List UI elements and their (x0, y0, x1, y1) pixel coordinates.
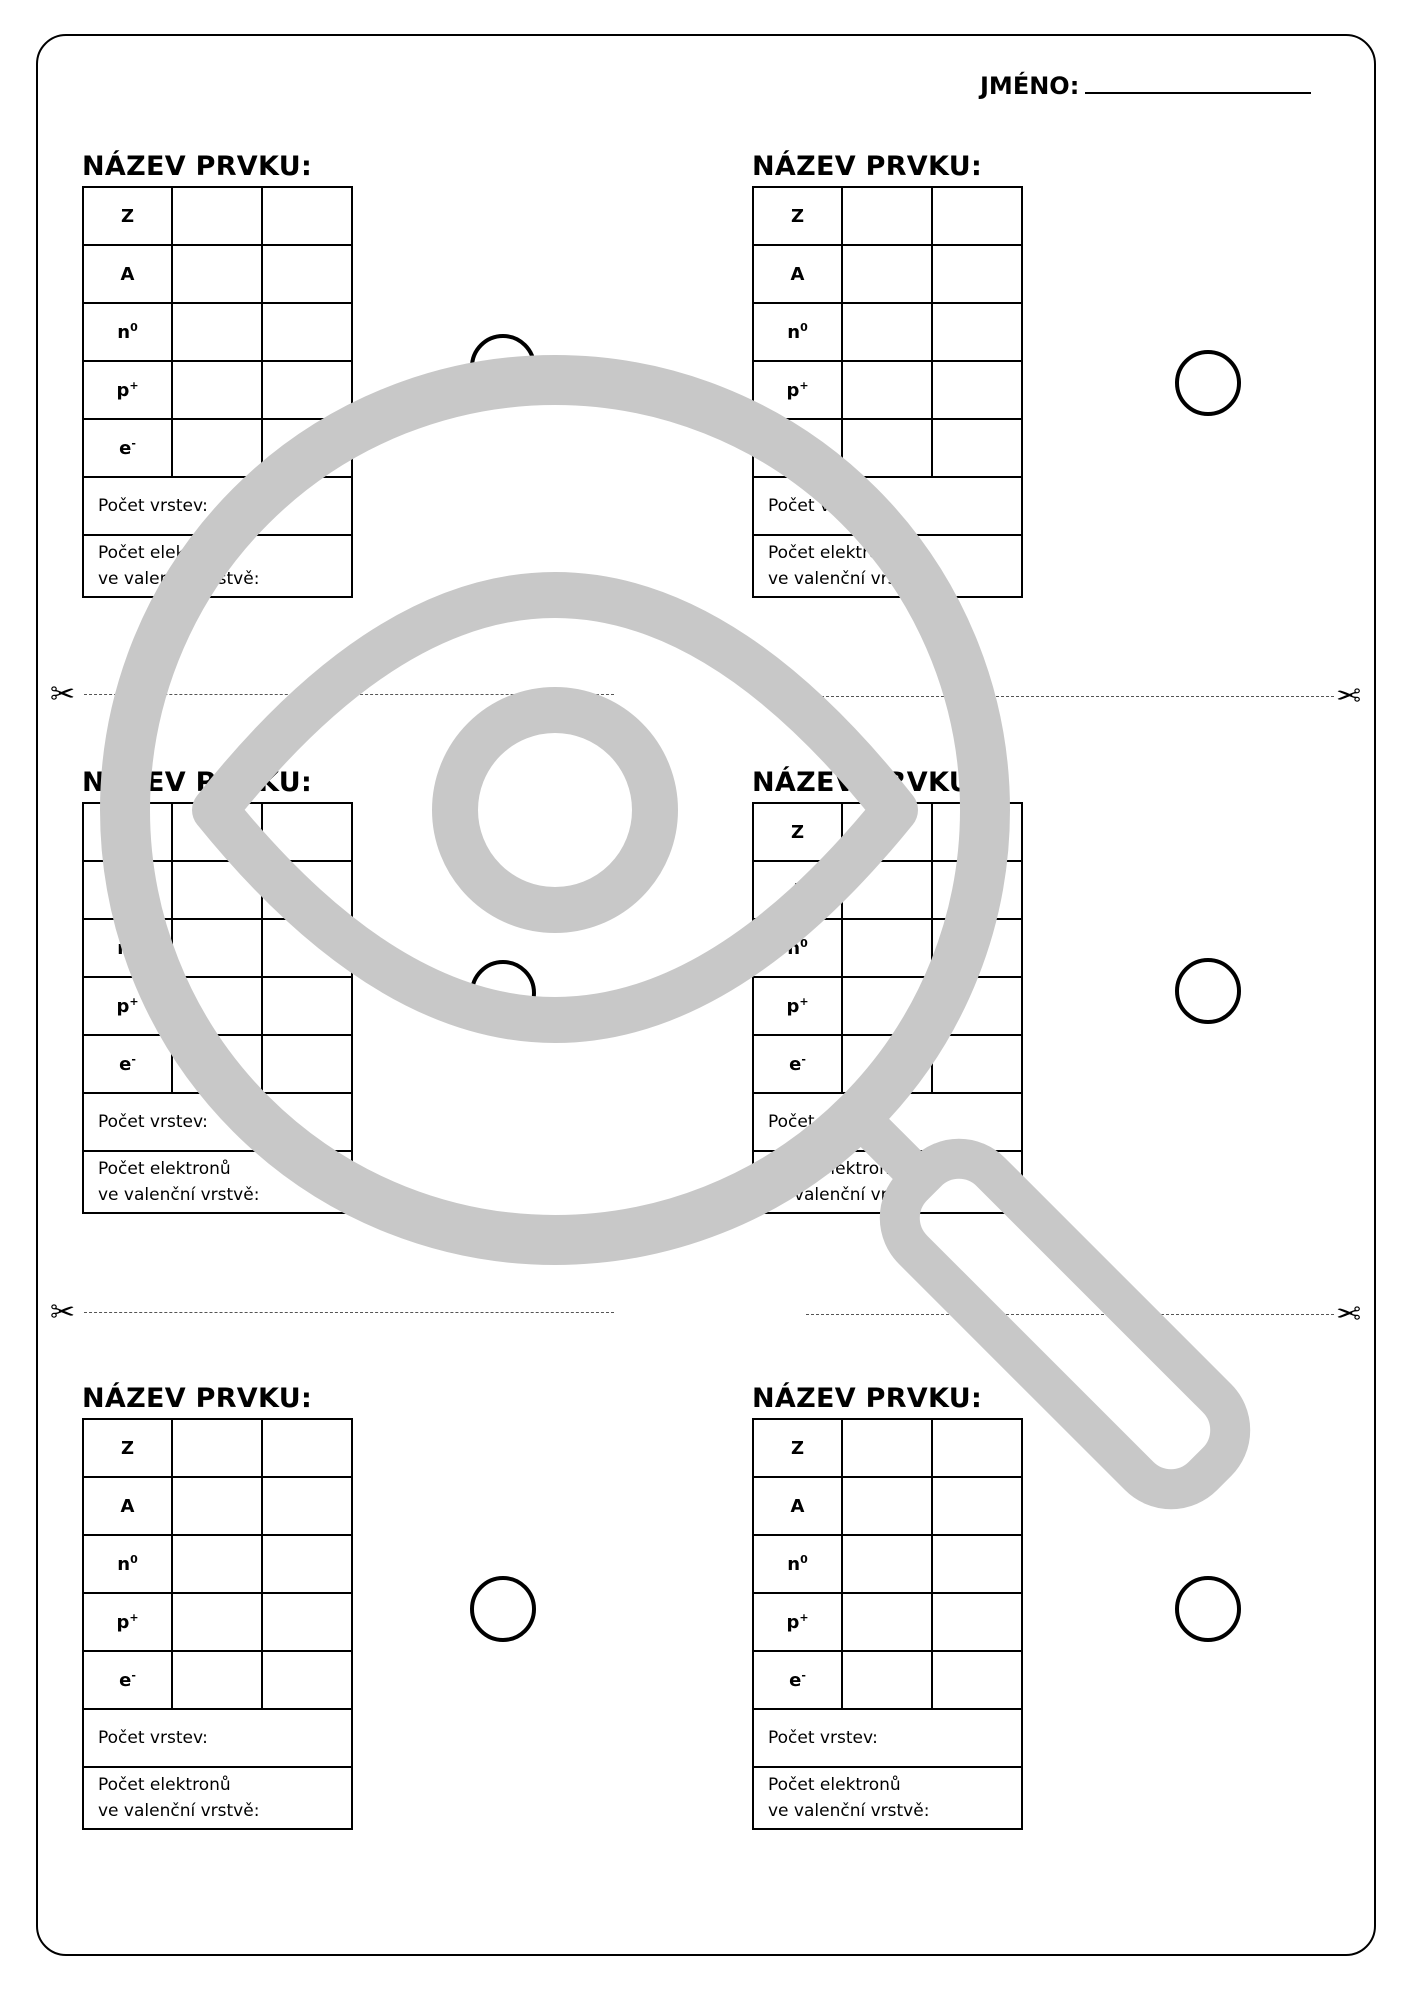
valence-cell[interactable]: Počet elektronů ve valenční vrstvě: (753, 535, 1022, 597)
value-cell[interactable] (262, 919, 352, 977)
table-row (83, 1767, 352, 1829)
table-row (753, 1093, 1022, 1151)
table-row (83, 1151, 352, 1213)
value-cell[interactable] (932, 861, 1022, 919)
value-cell[interactable] (842, 303, 932, 361)
row-label: p+ (83, 1593, 172, 1651)
table-row (83, 1535, 352, 1593)
row-label: p+ (83, 361, 172, 419)
value-cell[interactable] (932, 803, 1022, 861)
row-label: A (83, 245, 172, 303)
atom-circle-6 (1175, 1576, 1241, 1642)
atom-circle-3 (470, 960, 536, 1026)
element-table (82, 1418, 353, 1830)
value-cell[interactable] (932, 245, 1022, 303)
value-cell[interactable] (842, 803, 932, 861)
value-cell[interactable] (262, 303, 352, 361)
value-cell[interactable] (932, 1593, 1022, 1651)
element-card-4 (752, 764, 1020, 1214)
card-title: NÁZEV PRVKU: (82, 1383, 313, 1414)
card-title: NÁZEV PRVKU: (752, 767, 983, 798)
value-cell[interactable] (172, 1651, 262, 1709)
table-row (83, 361, 352, 419)
table-row (83, 1093, 352, 1151)
value-cell[interactable] (262, 1593, 352, 1651)
value-cell[interactable] (172, 245, 262, 303)
value-cell[interactable] (932, 361, 1022, 419)
value-cell[interactable] (842, 919, 932, 977)
card-title: NÁZEV PRVKU: (752, 151, 983, 182)
value-cell[interactable] (932, 187, 1022, 245)
value-cell[interactable] (262, 861, 352, 919)
value-cell[interactable] (932, 1419, 1022, 1477)
value-cell[interactable] (262, 1535, 352, 1593)
table-row (753, 361, 1022, 419)
value-cell[interactable] (172, 1593, 262, 1651)
row-label: e- (83, 1035, 172, 1093)
layers-cell[interactable]: Počet vrstev: (753, 1709, 1022, 1767)
row-label: Z (83, 1419, 172, 1477)
layers-cell[interactable]: Počet vrstev: (83, 1093, 352, 1151)
element-card-1 (82, 148, 350, 598)
name-field[interactable] (980, 70, 1311, 100)
value-cell[interactable] (262, 187, 352, 245)
table-row (83, 1477, 352, 1535)
element-table (82, 186, 353, 598)
table-row (753, 419, 1022, 477)
atom-circle-2 (1175, 350, 1241, 416)
value-cell[interactable] (172, 187, 262, 245)
scissors-icon: ✂ (1336, 679, 1362, 714)
row-label: e- (83, 419, 172, 477)
value-cell[interactable] (932, 1477, 1022, 1535)
element-table (752, 1418, 1023, 1830)
row-label: $n^0$ (753, 1535, 842, 1593)
row-label: Z (753, 1419, 842, 1477)
table-row (83, 1035, 352, 1093)
value-cell[interactable] (932, 303, 1022, 361)
value-cell[interactable] (262, 977, 352, 1035)
table-row (83, 861, 352, 919)
table-row (753, 861, 1022, 919)
table-row (753, 1535, 1022, 1593)
valence-cell[interactable]: Počet elektronů ve valenční vrstvě: (83, 1151, 352, 1213)
card-title: NÁZEV PRVKU: (82, 767, 313, 798)
value-cell[interactable] (842, 1477, 932, 1535)
row-label: A (83, 1477, 172, 1535)
cut-line-2-left (84, 1312, 614, 1313)
cut-line-1-right (806, 696, 1334, 697)
row-label: Z (753, 187, 842, 245)
row-label: $n^0$ (753, 919, 842, 977)
table-row (753, 245, 1022, 303)
table-row (83, 1709, 352, 1767)
row-label: p+ (753, 361, 842, 419)
row-label: A (753, 1477, 842, 1535)
valence-cell[interactable]: Počet elektronů ve valenční vrstvě: (83, 535, 352, 597)
table-row (83, 187, 352, 245)
table-row (83, 419, 352, 477)
row-label: $n^0$ (83, 919, 172, 977)
element-table (82, 802, 353, 1214)
table-row (83, 303, 352, 361)
element-card-2 (752, 148, 1020, 598)
value-cell[interactable] (172, 419, 262, 477)
value-cell[interactable] (842, 1419, 932, 1477)
value-cell[interactable] (262, 419, 352, 477)
row-label: Z (83, 187, 172, 245)
value-cell[interactable] (932, 419, 1022, 477)
value-cell[interactable] (172, 861, 262, 919)
layers-cell[interactable]: Počet vrstev: (753, 477, 1022, 535)
value-cell[interactable] (842, 1535, 932, 1593)
table-row (753, 977, 1022, 1035)
name-label: JMÉNO: (980, 72, 1080, 100)
value-cell[interactable] (262, 1477, 352, 1535)
card-title: NÁZEV PRVKU: (752, 1383, 983, 1414)
card-title: NÁZEV PRVKU: (82, 151, 313, 182)
table-row (753, 919, 1022, 977)
table-row (753, 1035, 1022, 1093)
table-row (753, 303, 1022, 361)
table-row (753, 1477, 1022, 1535)
value-cell[interactable] (932, 1651, 1022, 1709)
scissors-icon: ✂ (50, 677, 76, 712)
scissors-icon: ✂ (1336, 1297, 1362, 1332)
value-cell[interactable] (932, 977, 1022, 1035)
atom-circle-4 (1175, 958, 1241, 1024)
row-label: $n^0$ (753, 303, 842, 361)
row-label: e- (753, 419, 842, 477)
cut-line-1-left (84, 694, 614, 695)
row-label: e- (83, 1651, 172, 1709)
value-cell[interactable] (172, 1035, 262, 1093)
table-row (83, 919, 352, 977)
value-cell[interactable] (172, 1477, 262, 1535)
table-row (83, 477, 352, 535)
table-row (753, 1651, 1022, 1709)
table-row (83, 535, 352, 597)
table-row (83, 245, 352, 303)
value-cell[interactable] (842, 861, 932, 919)
table-row (83, 1419, 352, 1477)
value-cell[interactable] (262, 803, 352, 861)
value-cell[interactable] (842, 1593, 932, 1651)
value-cell[interactable] (172, 919, 262, 977)
table-row (753, 1419, 1022, 1477)
table-row (83, 977, 352, 1035)
valence-cell[interactable]: Počet elektronů ve valenční vrstvě: (753, 1767, 1022, 1829)
name-blank-line[interactable] (1085, 70, 1311, 94)
element-card-5 (82, 1380, 350, 1830)
element-table (752, 802, 1023, 1214)
value-cell[interactable] (172, 803, 262, 861)
value-cell[interactable] (932, 919, 1022, 977)
table-row (753, 187, 1022, 245)
table-row (83, 1593, 352, 1651)
atom-circle-1 (470, 334, 536, 400)
table-row (753, 1767, 1022, 1829)
value-cell[interactable] (842, 245, 932, 303)
row-label: Z (753, 803, 842, 861)
cut-line-2-right (806, 1314, 1334, 1315)
value-cell[interactable] (262, 361, 352, 419)
row-label: A (753, 245, 842, 303)
valence-cell[interactable]: Počet elektronů ve valenční vrstvě: (83, 1767, 352, 1829)
scissors-icon: ✂ (50, 1295, 76, 1330)
table-row (753, 1709, 1022, 1767)
value-cell[interactable] (172, 977, 262, 1035)
row-label: p+ (753, 977, 842, 1035)
value-cell[interactable] (842, 1035, 932, 1093)
row-label: e- (753, 1651, 842, 1709)
layers-cell[interactable]: Počet vrstev: (753, 1093, 1022, 1151)
row-label: p+ (753, 1593, 842, 1651)
value-cell[interactable] (262, 1035, 352, 1093)
value-cell[interactable] (262, 245, 352, 303)
value-cell[interactable] (932, 1035, 1022, 1093)
row-label: $n^0$ (83, 1535, 172, 1593)
value-cell[interactable] (172, 1535, 262, 1593)
layers-cell[interactable]: Počet vrstev: (83, 1709, 352, 1767)
table-row (753, 803, 1022, 861)
table-row (753, 1151, 1022, 1213)
value-cell[interactable] (172, 303, 262, 361)
row-label: Z (83, 803, 172, 861)
value-cell[interactable] (842, 419, 932, 477)
table-row (753, 535, 1022, 597)
value-cell[interactable] (842, 1651, 932, 1709)
row-label: $n^0$ (83, 303, 172, 361)
atom-circle-5 (470, 1576, 536, 1642)
table-row (753, 1593, 1022, 1651)
value-cell[interactable] (842, 187, 932, 245)
row-label: e- (753, 1035, 842, 1093)
value-cell[interactable] (262, 1651, 352, 1709)
element-table (752, 186, 1023, 598)
element-card-3 (82, 764, 350, 1214)
value-cell[interactable] (172, 361, 262, 419)
value-cell[interactable] (842, 361, 932, 419)
table-row (753, 477, 1022, 535)
value-cell[interactable] (172, 1419, 262, 1477)
layers-cell[interactable]: Počet vrstev: (83, 477, 352, 535)
value-cell[interactable] (842, 977, 932, 1035)
valence-cell[interactable]: Počet elektronů ve valenční vrstvě: (753, 1151, 1022, 1213)
element-card-6 (752, 1380, 1020, 1830)
value-cell[interactable] (932, 1535, 1022, 1593)
row-label: A (83, 861, 172, 919)
table-row (83, 803, 352, 861)
value-cell[interactable] (262, 1419, 352, 1477)
row-label: p+ (83, 977, 172, 1035)
row-label: A (753, 861, 842, 919)
table-row (83, 1651, 352, 1709)
